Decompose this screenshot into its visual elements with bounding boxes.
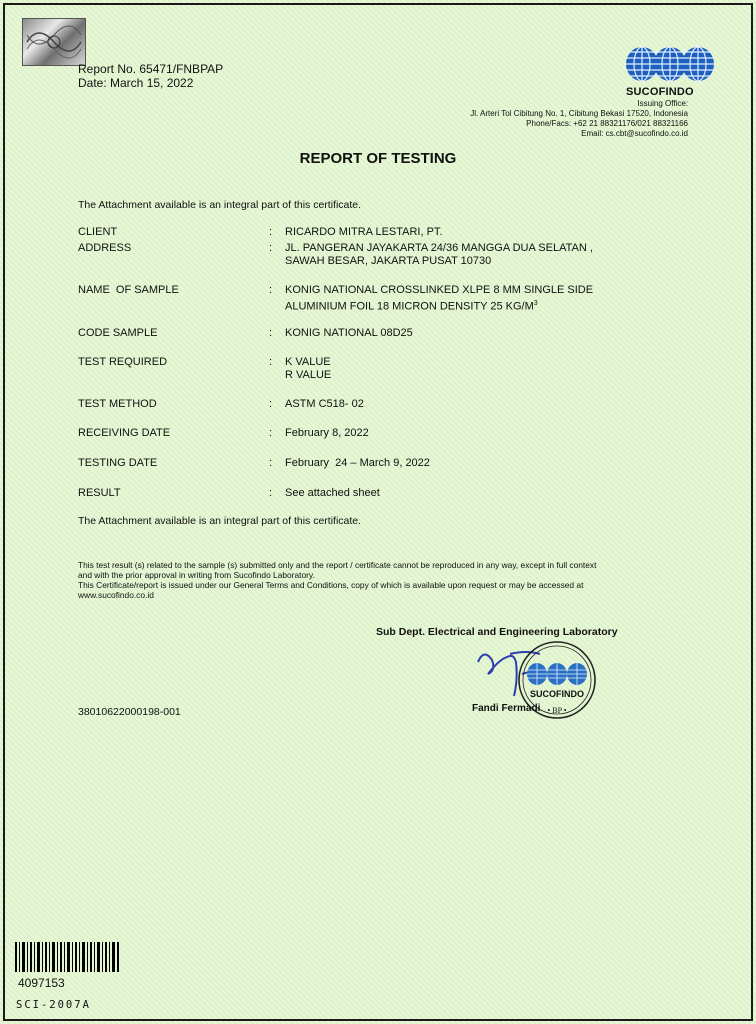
client-label: CLIENT xyxy=(78,226,118,238)
testing-date-label: TESTING DATE xyxy=(78,457,158,469)
barcode-icon xyxy=(15,942,119,972)
test-required-colon: : xyxy=(269,356,273,368)
testing-date-value: February 24 – March 9, 2022 xyxy=(285,457,430,469)
disclaimer-line: and with the prior approval in writing from Sucofindo Laboratory. xyxy=(78,570,315,580)
svg-text:SUCOFINDO: SUCOFINDO xyxy=(530,689,584,699)
disclaimer-line: This Certificate/report is issued under our General Terms and Conditions, copy of which is available upon request or may be accessed at xyxy=(78,580,584,590)
report-header xyxy=(78,62,223,90)
test-required-label: TEST REQUIRED xyxy=(78,356,168,368)
office-line: Issuing Office: xyxy=(637,99,688,108)
disclaimer-line: This test result (s) related to the sample (s) submitted only and the report / certificate cannot be reproduced in any way, except in full context xyxy=(78,560,597,570)
barcode-number: 4097153 xyxy=(18,976,65,990)
page-title: REPORT OF TESTING xyxy=(299,150,457,167)
intro-text: The Attachment available is an integral part of this certificate. xyxy=(78,199,362,211)
code-sample-value: KONIG NATIONAL 08D25 xyxy=(285,327,413,339)
disclaimer xyxy=(78,560,678,600)
test-required-value xyxy=(285,356,331,382)
address-label: ADDRESS xyxy=(78,242,132,254)
address-value xyxy=(285,242,593,268)
disclaimer-line: www.sucofindo.co.id xyxy=(78,590,154,600)
client-value: RICARDO MITRA LESTARI, PT. xyxy=(285,226,443,238)
department-name: Sub Dept. Electrical and Engineering Laboratory xyxy=(376,626,618,638)
issuing-office xyxy=(388,99,688,139)
result-label: RESULT xyxy=(78,487,121,499)
receiving-date-value: February 8, 2022 xyxy=(285,427,369,439)
signer-name: Fandi Fermadi xyxy=(472,703,541,714)
sample-name-line-1: KONIG NATIONAL CROSSLINKED XLPE 8 MM SINGLE SIDE xyxy=(285,284,594,296)
company-stamp-icon xyxy=(515,634,599,730)
superscript-three: 3 xyxy=(533,300,538,307)
outro-text: The Attachment available is an integral part of this certificate. xyxy=(78,515,362,527)
receiving-date-label: RECEIVING DATE xyxy=(78,427,171,439)
brand-name: SUCOFINDO xyxy=(626,86,694,98)
test-method-colon: : xyxy=(269,398,273,410)
sample-name-line-2 xyxy=(285,297,593,314)
sample-name-colon: : xyxy=(269,284,273,296)
office-line: Email: cs.cbt@sucofindo.co.id xyxy=(581,129,688,138)
form-code: SCI-2007A xyxy=(16,999,91,1011)
sample-name-line-2-text: ALUMINIUM FOIL 18 MICRON DENSITY 25 KG/M xyxy=(285,300,534,313)
test-required-line-2: R VALUE xyxy=(285,369,332,381)
report-date: Date: March 15, 2022 xyxy=(78,76,194,90)
address-line-2: SAWAH BESAR, JAKARTA PUSAT 10730 xyxy=(285,255,492,267)
sample-name-label: NAME OF SAMPLE xyxy=(78,284,179,296)
report-number: Report No. 65471/FNBPAP xyxy=(78,62,224,76)
testing-date-colon: : xyxy=(269,457,273,469)
receiving-date-colon: : xyxy=(269,427,273,439)
certificate-id: 38010622000198-001 xyxy=(78,706,181,718)
address-line-1: JL. PANGERAN JAYAKARTA 24/36 MANGGA DUA SELATAN , xyxy=(285,242,593,254)
test-method-label: TEST METHOD xyxy=(78,398,157,410)
result-value: See attached sheet xyxy=(285,487,380,499)
result-colon: : xyxy=(269,487,273,499)
code-sample-colon: : xyxy=(269,327,273,339)
office-line: Phone/Facs: +62 21 88321176/021 88321166 xyxy=(526,119,688,128)
test-required-line-1: K VALUE xyxy=(285,356,331,368)
sample-name-value xyxy=(285,284,593,314)
svg-text:• BP •: • BP • xyxy=(547,706,567,715)
client-colon: : xyxy=(269,226,273,238)
hologram-seal-icon xyxy=(22,18,86,66)
office-line: Jl. Arteri Tol Cibitung No. 1, Cibitung Bekasi 17520, Indonesia xyxy=(470,109,688,118)
code-sample-label: CODE SAMPLE xyxy=(78,327,158,339)
test-method-value: ASTM C518- 02 xyxy=(285,398,364,410)
address-colon: : xyxy=(269,242,273,254)
